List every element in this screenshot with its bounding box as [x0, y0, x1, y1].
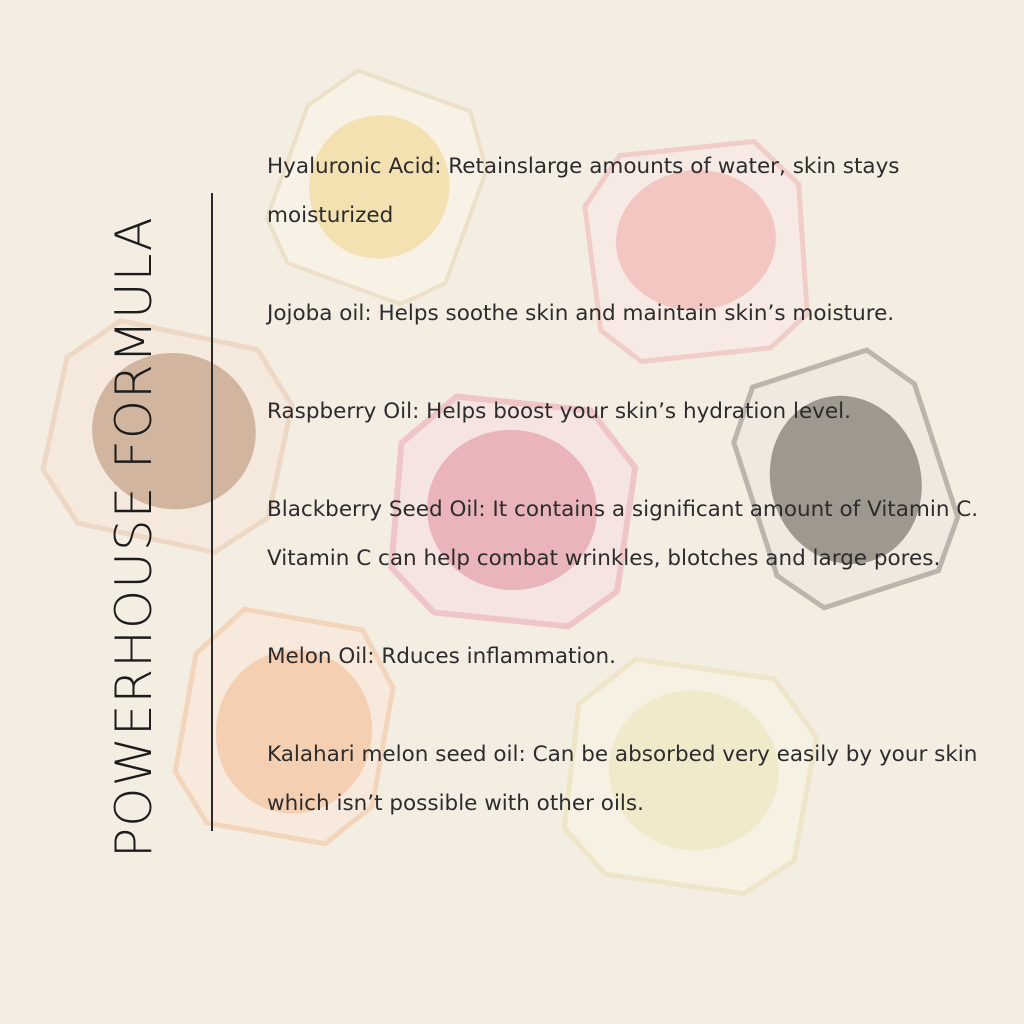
page-title: POWERHOUSE FORMULA — [105, 216, 163, 858]
ingredient-item-blackberry-seed-oil: Blackberry Seed Oil: It contains a significant amount of Vitamin C. Vitamin C can help combat wrinkles, blotches and large pores. — [267, 497, 979, 571]
ingredient-item-hyaluronic-acid: Hyaluronic Acid: Retainslarge amounts of water, skin stays moisturized — [267, 154, 900, 228]
ingredient-item-jojoba-oil: Jojoba oil: Helps soothe skin and maintain skin’s moisture. — [267, 301, 895, 326]
vertical-divider — [211, 193, 213, 831]
ingredient-item-kalahari-melon-seed-oil: Kalahari melon seed oil: Can be absorbed very easily by your skin which isn’t possible with other oils. — [267, 742, 978, 816]
ingredient-list — [267, 142, 987, 828]
ingredient-item-melon-oil: Melon Oil: Rduces inflammation. — [267, 644, 617, 669]
ingredient-item-raspberry-oil: Raspberry Oil: Helps boost your skin’s hydration level. — [267, 399, 851, 424]
